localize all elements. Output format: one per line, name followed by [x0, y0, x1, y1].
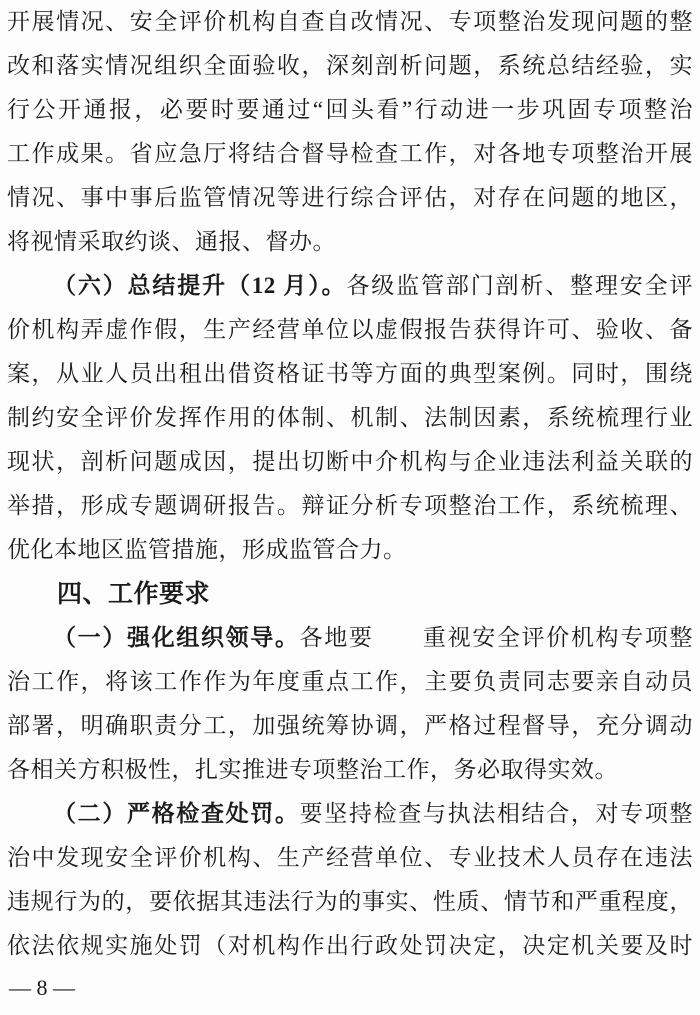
line-text: 情况、事中事后监管情况等进行综合评估，对存在问题的地区， [7, 185, 693, 210]
page-number: — 8 — [9, 975, 75, 1000]
text-line [7, 792, 693, 836]
line-text: 四、工作要求 [57, 580, 211, 608]
line-text: 治工作，将该工作作为年度重点工作，主要负责同志要亲自动员 [7, 669, 693, 694]
line-text: 部署，明确职责分工，加强统筹协调，严格过程督导，充分调动 [7, 713, 693, 738]
text-line [7, 528, 693, 572]
section-four-heading [7, 572, 693, 616]
paragraph-lead-bold: （六）总结提升（12 月）。 [53, 273, 347, 298]
paragraph-lead-bold: （二）严格检查处罚。 [53, 801, 300, 826]
text-line [7, 44, 693, 88]
text-line [7, 220, 693, 264]
item-six-summary-paragraph [7, 264, 693, 572]
line-text: 优化本地区监管措施，形成监管合力。 [7, 537, 407, 562]
page-footer [7, 973, 693, 1003]
text-line [7, 440, 693, 484]
item-two-inspection-paragraph [7, 792, 693, 968]
line-text: 现状，剖析问题成因，提出切断中介机构与企业违法利益关联的 [7, 449, 693, 474]
text-line [7, 880, 693, 924]
text-line [7, 704, 693, 748]
line-text: 举措，形成专题调研报告。辩证分析专项整治工作，系统梳理、 [7, 493, 693, 518]
text-line [7, 132, 693, 176]
line-text: 依法依规实施处罚（对机构作出行政处罚决定，决定机关要及时 [7, 933, 693, 958]
line-text: 要坚持检查与执法相结合，对专项整 [299, 801, 694, 826]
line-text: 行公开通报，必要时要通过“回头看”行动进一步巩固专项整治 [7, 97, 693, 122]
continuation-paragraph [7, 0, 693, 264]
line-text: 开展情况、安全评价机构自查自改情况、专项整治发现问题的整 [7, 9, 693, 34]
line-text: 各地要 重视安全评价机构专项整 [299, 625, 694, 650]
line-text: 工作成果。省应急厅将结合督导检查工作，对各地专项整治开展 [7, 141, 693, 166]
text-line [7, 484, 693, 528]
line-text: 改和落实情况组织全面验收，深刻剖析问题，系统总结经验，实 [7, 53, 693, 78]
line-text: 价机构弄虚作假，生产经营单位以虚假报告获得许可、验收、备 [7, 317, 693, 342]
line-text: 违规行为的，要依据其违法行为的事实、性质、情节和严重程度， [7, 889, 693, 914]
text-line [7, 660, 693, 704]
text-line [7, 0, 693, 44]
item-one-organization-paragraph [7, 616, 693, 792]
section-heading-line [7, 572, 693, 616]
line-text: 制约安全评价发挥作用的体制、机制、法制因素，系统梳理行业 [7, 405, 693, 430]
document-body [7, 0, 693, 968]
line-text: 将视情采取约谈、通报、督办。 [7, 229, 336, 254]
line-text: 各相关方积极性，扎实推进专项整治工作，务必取得实效。 [7, 757, 618, 782]
line-text: 案，从业人员出租出借资格证书等方面的典型案例。同时，围绕 [7, 361, 693, 386]
text-line [7, 176, 693, 220]
text-line [7, 88, 693, 132]
text-line [7, 352, 693, 396]
text-line [7, 264, 693, 308]
text-line [7, 396, 693, 440]
text-line [7, 836, 693, 880]
text-line [7, 924, 693, 968]
paragraph-lead-bold: （一）强化组织领导。 [53, 625, 300, 650]
line-text: 治中发现安全评价机构、生产经营单位、专业技术人员存在违法 [7, 845, 693, 870]
text-line [7, 748, 693, 792]
text-line [7, 616, 693, 660]
text-line [7, 308, 693, 352]
line-text: 各级监管部门剖析、整理安全评 [346, 273, 694, 298]
